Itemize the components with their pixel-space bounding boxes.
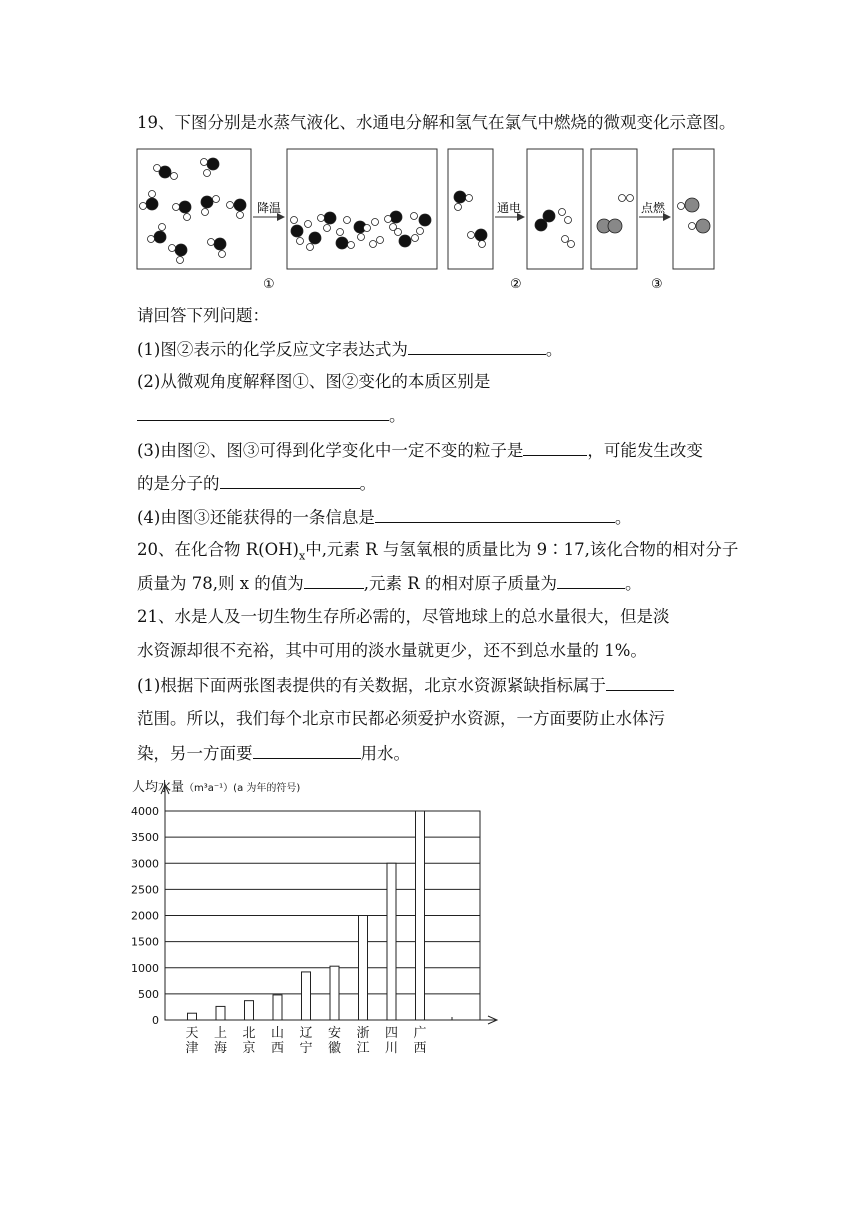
label-cooling: 降温 (257, 201, 282, 215)
bar-辽宁 (302, 972, 311, 1020)
x-tick-label: 川 (384, 1041, 399, 1056)
x-tick-label: 辽 (299, 1026, 313, 1041)
q19-sub3-cont: 的是分子的 。 (137, 474, 376, 493)
mark-1: ① (263, 277, 275, 292)
x-tick-label: 安 (327, 1026, 342, 1041)
bar-浙江 (359, 916, 368, 1021)
answer-blank[interactable] (137, 404, 389, 421)
q21-line4: 范围。所以，我们每个北京市民都必须爱护水资源，一方面要防止水体污 (137, 709, 665, 728)
water-per-capita-chart (0, 770, 860, 1070)
chart-ylabel: 人均水量（m³a⁻¹）(a 为年的符号) (132, 780, 301, 795)
y-tick-label: 500 (138, 987, 159, 1001)
q19-title: 19、下图分别是水蒸气液化、水通电分解和氢气在氯气中燃烧的微观变化示意图。 (137, 113, 736, 132)
y-tick-label: 2000 (131, 909, 159, 923)
mark-2: ② (510, 277, 522, 292)
answer-blank[interactable] (408, 338, 546, 355)
q20-line1: 20、在化合物 $R(OH)_x$中,元素 R 与氢氧根的质量比为 9∶17,该化合物的相对分子 (137, 540, 739, 563)
q19-sub2: (2)从微观角度解释图①、图②变化的本质区别是 (137, 372, 491, 391)
q21-line5: 染，另一方面要 用水。 (137, 744, 410, 763)
hydrogen-chlorine-molecules (597, 195, 634, 234)
answer-blank[interactable] (253, 742, 361, 759)
x-tick-label: 天 (185, 1026, 199, 1041)
y-tick-label: 2500 (131, 883, 159, 897)
bar-山西 (273, 995, 282, 1020)
x-tick-label: 山 (270, 1026, 285, 1041)
x-tick-label: 广 (413, 1026, 427, 1041)
diagram-box-5 (591, 149, 637, 269)
mark-3: ③ (651, 277, 663, 292)
q19-diagram (0, 140, 860, 300)
q21-line1: 21、水是人及一切生物生存所必需的，尽管地球上的总水量很大，但是淡 (137, 607, 670, 626)
q20-line2: 质量为 78,则 x 的值为 ,元素 R 的相对原子质量为 。 (137, 574, 642, 593)
answer-blank[interactable] (304, 572, 364, 589)
label-ignition: 点燃 (641, 201, 666, 215)
y-tick-label: 1500 (131, 935, 159, 949)
x-tick-label: 江 (356, 1041, 370, 1056)
x-tick-label: 西 (270, 1041, 285, 1056)
x-tick-label: 四 (384, 1026, 399, 1041)
bar-广西 (416, 811, 425, 1020)
x-tick-label: 徽 (327, 1041, 342, 1056)
answer-blank[interactable] (523, 439, 587, 456)
bar-天津 (188, 1013, 197, 1020)
x-tick-label: 海 (213, 1041, 228, 1056)
y-tick-label: 0 (152, 1014, 159, 1027)
x-tick-label: 宁 (299, 1041, 313, 1056)
water-molecules-before-electrolysis (454, 191, 487, 248)
bar-上海 (216, 1006, 225, 1020)
y-tick-label: 3500 (131, 831, 159, 845)
x-tick-label: 上 (213, 1026, 228, 1041)
answer-blank[interactable] (220, 472, 360, 489)
answer-blank[interactable] (375, 506, 615, 523)
q19-prompt: 请回答下列问题： (137, 306, 269, 325)
water-molecules-liquid (291, 211, 432, 251)
x-tick-label: 西 (413, 1041, 427, 1056)
q21-line3: (1)根据下面两张图表提供的有关数据，北京水资源紧缺指标属于 (137, 674, 674, 697)
x-tick-label: 京 (242, 1041, 256, 1056)
diagram-box-4 (527, 149, 583, 269)
q19-sub1: (1)图②表示的化学反应文字表达式为 。 (137, 340, 563, 359)
x-tick-label: 津 (185, 1041, 199, 1056)
bar-四川 (387, 863, 396, 1020)
y-tick-label: 4000 (131, 805, 159, 818)
q19-sub4: (4)由图③还能获得的一条信息是 。 (137, 508, 632, 527)
bar-安徽 (330, 966, 339, 1020)
hydrogen-chloride-molecules (678, 198, 711, 233)
hydrogen-oxygen-molecules (535, 209, 575, 248)
x-tick-label: 北 (242, 1026, 256, 1041)
x-tick-label: 浙 (356, 1026, 370, 1041)
q21-line2: 水资源却很不充裕，其中可用的淡水量就更少，还不到总水量的 1%。 (137, 641, 647, 660)
answer-blank[interactable] (606, 674, 674, 691)
q19-sub3: (3)由图②、图③可得到化学变化中一定不变的粒子是 ，可能发生改变 (137, 441, 703, 460)
answer-blank[interactable] (557, 572, 625, 589)
water-molecules-gas (140, 158, 247, 264)
diagram-box-2 (287, 149, 437, 269)
y-tick-label: 3000 (131, 857, 159, 871)
bar-北京 (245, 1001, 254, 1020)
label-electrolysis: 通电 (497, 201, 522, 215)
y-tick-label: 1000 (131, 961, 159, 975)
q19-sub2-answer: 。 (137, 404, 406, 427)
